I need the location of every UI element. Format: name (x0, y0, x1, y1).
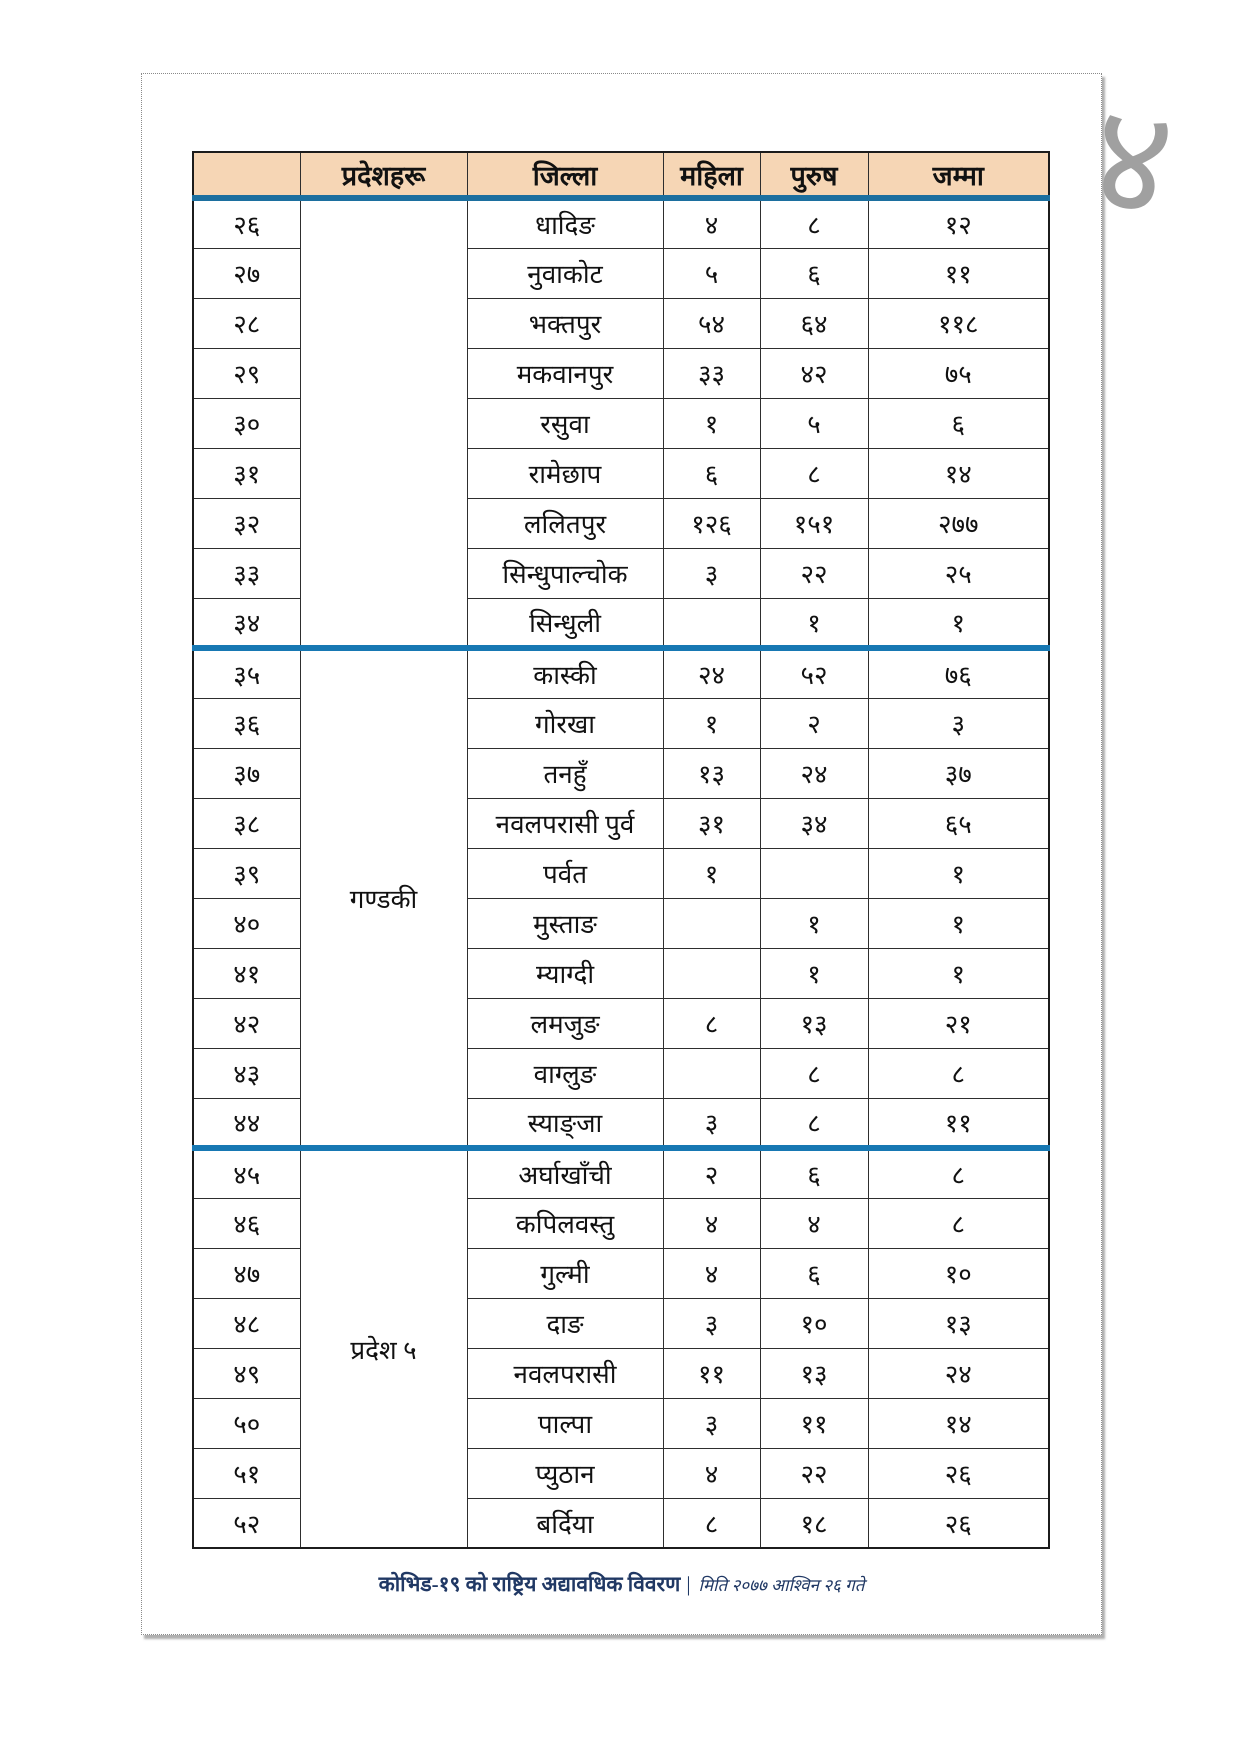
district-cell: स्याङ्जा (467, 1098, 663, 1148)
serial-cell: २८ (193, 298, 300, 348)
serial-cell: २६ (193, 198, 300, 248)
header-total: जम्मा (868, 152, 1049, 198)
male-cell: ११ (760, 1398, 868, 1448)
total-cell: ६ (868, 398, 1049, 448)
female-cell (663, 1048, 760, 1098)
female-cell: १ (663, 398, 760, 448)
serial-cell: ४३ (193, 1048, 300, 1098)
serial-cell: ५१ (193, 1448, 300, 1498)
male-cell: ३४ (760, 798, 868, 848)
male-cell: ८ (760, 1098, 868, 1148)
male-cell: २२ (760, 548, 868, 598)
district-cell: गोरखा (467, 698, 663, 748)
female-cell: १ (663, 848, 760, 898)
female-cell: ४ (663, 1448, 760, 1498)
female-cell: ११ (663, 1348, 760, 1398)
district-cell: अर्घाखाँची (467, 1148, 663, 1198)
female-cell: ३ (663, 1398, 760, 1448)
total-cell: १ (868, 898, 1049, 948)
district-cell: नवलपरासी पुर्व (467, 798, 663, 848)
serial-cell: ४९ (193, 1348, 300, 1398)
district-cell: सिन्धुली (467, 598, 663, 648)
total-cell: १ (868, 598, 1049, 648)
province-cell: प्रदेश ५ (300, 1148, 467, 1548)
total-cell: २७७ (868, 498, 1049, 548)
female-cell: ८ (663, 1498, 760, 1548)
female-cell: ५४ (663, 298, 760, 348)
district-cell: प्युठान (467, 1448, 663, 1498)
province-cell (300, 198, 467, 648)
serial-cell: २७ (193, 248, 300, 298)
district-cell: वाग्लुङ (467, 1048, 663, 1098)
female-cell: ३१ (663, 798, 760, 848)
male-cell: ४ (760, 1198, 868, 1248)
male-cell: ६ (760, 248, 868, 298)
total-cell: ११८ (868, 298, 1049, 348)
total-cell: ७५ (868, 348, 1049, 398)
male-cell: ४२ (760, 348, 868, 398)
header-female: महिला (663, 152, 760, 198)
total-cell: १४ (868, 448, 1049, 498)
table-body (193, 198, 1049, 1548)
female-cell: ३ (663, 1098, 760, 1148)
province-cell: गण्डकी (300, 648, 467, 1148)
table-row (193, 648, 1049, 698)
total-cell: ३ (868, 698, 1049, 748)
footer-date: मिति २०७७ आश्विन २६ गते (698, 1576, 865, 1595)
district-cell: कास्की (467, 648, 663, 698)
district-cell: तनहुँ (467, 748, 663, 798)
serial-cell: ३७ (193, 748, 300, 798)
table-row (193, 1148, 1049, 1198)
district-cell: भक्तपुर (467, 298, 663, 348)
serial-cell: ३१ (193, 448, 300, 498)
header-serial (193, 152, 300, 198)
total-cell: १३ (868, 1298, 1049, 1348)
female-cell: १२६ (663, 498, 760, 548)
male-cell: २ (760, 698, 868, 748)
female-cell: ४ (663, 1248, 760, 1298)
male-cell: १ (760, 948, 868, 998)
total-cell: ८ (868, 1148, 1049, 1198)
table-header-row (193, 152, 1049, 198)
male-cell: २२ (760, 1448, 868, 1498)
male-cell: १० (760, 1298, 868, 1348)
total-cell: २१ (868, 998, 1049, 1048)
serial-cell: ३४ (193, 598, 300, 648)
female-cell: ३३ (663, 348, 760, 398)
covid-district-table (192, 151, 1050, 1549)
district-cell: सिन्धुपाल्चोक (467, 548, 663, 598)
total-cell: १ (868, 848, 1049, 898)
serial-cell: ३० (193, 398, 300, 448)
total-cell: ११ (868, 1098, 1049, 1148)
header-male: पुरुष (760, 152, 868, 198)
total-cell: ३७ (868, 748, 1049, 798)
header-province: प्रदेशहरू (300, 152, 467, 198)
serial-cell: ४६ (193, 1198, 300, 1248)
total-cell: ८ (868, 1048, 1049, 1098)
district-cell: नुवाकोट (467, 248, 663, 298)
female-cell: १३ (663, 748, 760, 798)
male-cell: २४ (760, 748, 868, 798)
female-cell: ४ (663, 198, 760, 248)
serial-cell: ३५ (193, 648, 300, 698)
total-cell: ६५ (868, 798, 1049, 848)
page-footer (142, 1570, 1101, 1598)
serial-cell: २९ (193, 348, 300, 398)
total-cell: १० (868, 1248, 1049, 1298)
table-row (193, 198, 1049, 248)
female-cell: १ (663, 698, 760, 748)
header-district: जिल्ला (467, 152, 663, 198)
total-cell: २६ (868, 1498, 1049, 1548)
female-cell: ८ (663, 998, 760, 1048)
district-cell: पाल्पा (467, 1398, 663, 1448)
male-cell: १३ (760, 998, 868, 1048)
document-page (141, 73, 1102, 1635)
district-cell: कपिलवस्तु (467, 1198, 663, 1248)
serial-cell: ३२ (193, 498, 300, 548)
male-cell: १५१ (760, 498, 868, 548)
district-cell: धादिङ (467, 198, 663, 248)
total-cell: ८ (868, 1198, 1049, 1248)
serial-cell: ४२ (193, 998, 300, 1048)
male-cell: १ (760, 898, 868, 948)
district-cell: रामेछाप (467, 448, 663, 498)
serial-cell: ४० (193, 898, 300, 948)
female-cell: २४ (663, 648, 760, 698)
female-cell: २ (663, 1148, 760, 1198)
district-cell: दाङ (467, 1298, 663, 1348)
district-cell: लमजुङ (467, 998, 663, 1048)
total-cell: १ (868, 948, 1049, 998)
total-cell: २६ (868, 1448, 1049, 1498)
serial-cell: ५० (193, 1398, 300, 1448)
total-cell: १२ (868, 198, 1049, 248)
serial-cell: ४१ (193, 948, 300, 998)
footer-title: कोभिड-१९ को राष्ट्रिय अद्यावधिक विवरण (378, 1572, 681, 1596)
serial-cell: ३६ (193, 698, 300, 748)
total-cell: ७६ (868, 648, 1049, 698)
female-cell (663, 948, 760, 998)
district-cell: म्याग्दी (467, 948, 663, 998)
footer-separator: | (686, 1572, 691, 1596)
male-cell: ६ (760, 1148, 868, 1198)
serial-cell: ३८ (193, 798, 300, 848)
male-cell: १ (760, 598, 868, 648)
serial-cell: ३३ (193, 548, 300, 598)
page-number-watermark: ४ (1081, 74, 1183, 250)
male-cell: ८ (760, 448, 868, 498)
male-cell: ६४ (760, 298, 868, 348)
district-cell: बर्दिया (467, 1498, 663, 1548)
female-cell: ६ (663, 448, 760, 498)
female-cell: ५ (663, 248, 760, 298)
district-cell: ललितपुर (467, 498, 663, 548)
male-cell: ८ (760, 198, 868, 248)
district-cell: रसुवा (467, 398, 663, 448)
female-cell (663, 898, 760, 948)
district-cell: गुल्मी (467, 1248, 663, 1298)
male-cell: ८ (760, 1048, 868, 1098)
serial-cell: ४४ (193, 1098, 300, 1148)
serial-cell: ४५ (193, 1148, 300, 1198)
serial-cell: ४८ (193, 1298, 300, 1348)
male-cell: १८ (760, 1498, 868, 1548)
total-cell: ११ (868, 248, 1049, 298)
serial-cell: ५२ (193, 1498, 300, 1548)
serial-cell: ४७ (193, 1248, 300, 1298)
district-cell: नवलपरासी (467, 1348, 663, 1398)
table-header (193, 152, 1049, 198)
total-cell: १४ (868, 1398, 1049, 1448)
female-cell: ३ (663, 1298, 760, 1348)
serial-cell: ३९ (193, 848, 300, 898)
district-cell: मुस्ताङ (467, 898, 663, 948)
district-cell: मकवानपुर (467, 348, 663, 398)
male-cell: ६ (760, 1248, 868, 1298)
male-cell (760, 848, 868, 898)
male-cell: ५२ (760, 648, 868, 698)
female-cell: ४ (663, 1198, 760, 1248)
total-cell: २५ (868, 548, 1049, 598)
female-cell: ३ (663, 548, 760, 598)
total-cell: २४ (868, 1348, 1049, 1398)
district-cell: पर्वत (467, 848, 663, 898)
male-cell: १३ (760, 1348, 868, 1398)
female-cell (663, 598, 760, 648)
male-cell: ५ (760, 398, 868, 448)
